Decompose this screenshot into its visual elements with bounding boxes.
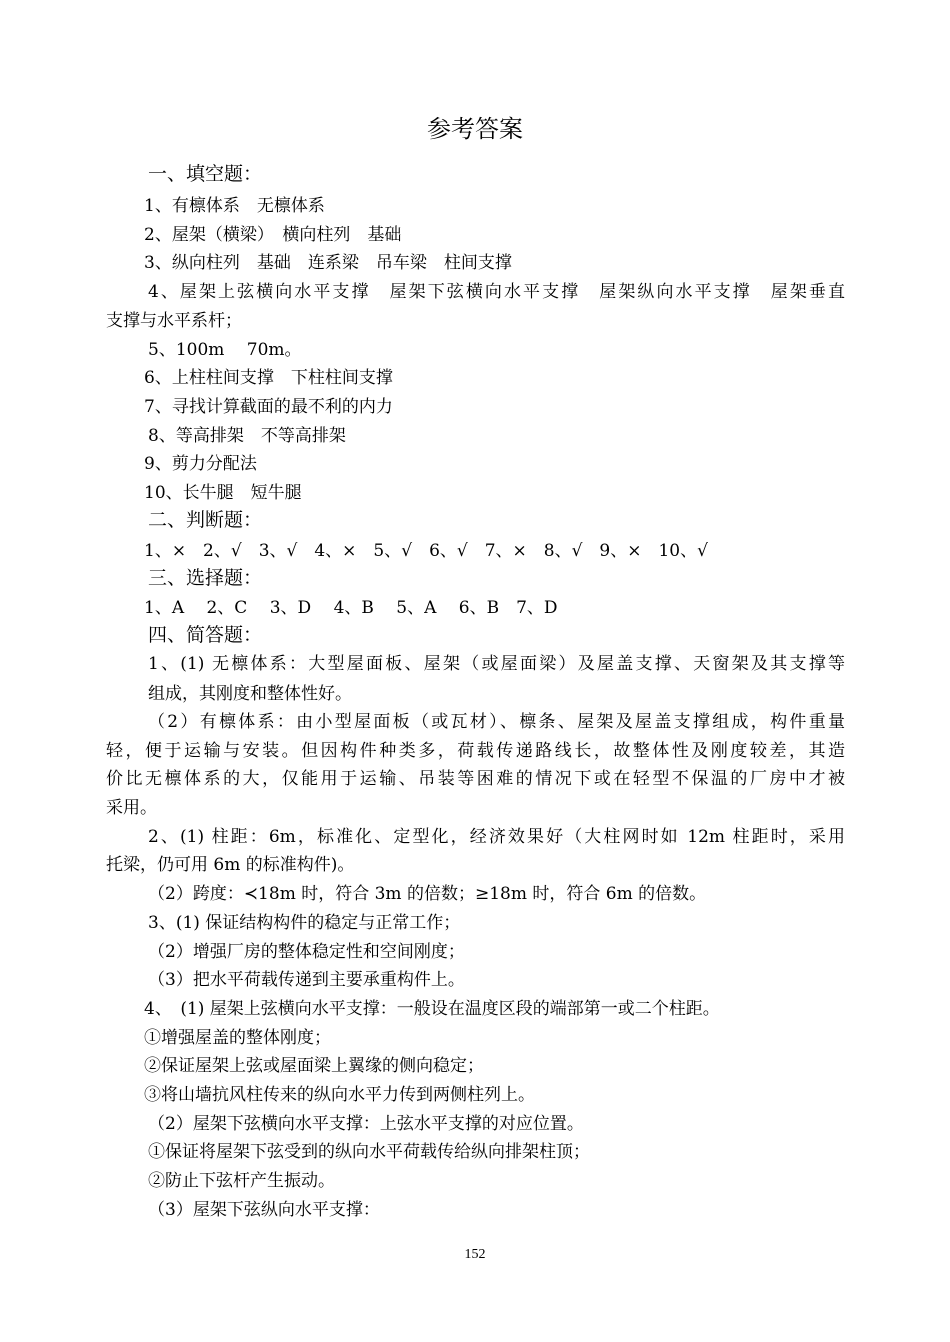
answer-line: 5、100m 70m。 <box>148 340 302 360</box>
section-heading-choice: 三、选择题： <box>148 567 263 589</box>
answer-line: ①保证将屋架下弦受到的纵向水平荷载传给纵向排架柱顶； <box>148 1142 590 1162</box>
answer-line: （2）屋架下弦横向水平支撑：上弦水平支撑的对应位置。 <box>148 1114 584 1134</box>
answer-line: ①增强屋盖的整体刚度； <box>144 1028 331 1048</box>
answer-line: （2）跨度：≺18m 时，符合 3m 的倍数；≥18m 时，符合 6m 的倍数。 <box>148 884 707 904</box>
answer-line: 3、纵向柱列 基础 连系梁 吊车梁 柱间支撑 <box>144 253 512 273</box>
answer-line: （3）把水平荷载传递到主要承重构件上。 <box>148 970 465 990</box>
answer-line: （2）增强厂房的整体稳定性和空间刚度； <box>148 942 465 962</box>
answer-line: 托梁，仍可用 6m 的标准构件)。 <box>106 855 355 875</box>
page-number: 152 <box>464 1247 486 1262</box>
answer-line: （3）屋架下弦纵向水平支撑： <box>148 1200 380 1220</box>
answer-line: 轻，便于运输与安装。但因构件种类多，荷载传递路线长，故整体性及刚度较差，其造 <box>106 741 845 761</box>
answer-line: 9、剪力分配法 <box>144 454 257 474</box>
answer-line: 支撑与水平系杆； <box>106 311 242 331</box>
answer-line: 2、(1) 柱距：6m，标准化、定型化，经济效果好（大柱网时如 12m 柱距时，采用 <box>148 827 845 847</box>
answer-line: 1、× 2、√ 3、√ 4、× 5、√ 6、√ 7、× 8、√ 9、× 10、√ <box>144 541 708 561</box>
answer-line: 10、长牛腿 短牛腿 <box>144 483 302 503</box>
answer-line: 组成，其刚度和整体性好。 <box>148 684 352 704</box>
answer-line: 价比无檩体系的大，仅能用于运输、吊装等困难的情况下或在轻型不保温的厂房中才被 <box>106 769 845 789</box>
section-heading-judge: 二、判断题： <box>148 509 263 531</box>
answer-line: ②防止下弦杆产生振动。 <box>148 1171 335 1191</box>
answer-line: 采用。 <box>106 798 157 818</box>
answer-line: 4、 (1) 屋架上弦横向水平支撑：一般设在温度区段的端部第一或二个柱距。 <box>144 999 720 1019</box>
section-heading-fill: 一、填空题： <box>148 163 263 185</box>
answer-line: 4、屋架上弦横向水平支撑 屋架下弦横向水平支撑 屋架纵向水平支撑 屋架垂直 <box>148 282 845 302</box>
answer-line: （2）有檩体系：由小型屋面板（或瓦材）、檩条、屋架及屋盖支撑组成，构件重量 <box>148 712 845 732</box>
answer-line: 1、(1) 无檩体系：大型屋面板、屋架（或屋面梁）及屋盖支撑、天窗架及其支撑等 <box>148 654 845 674</box>
page-title: 参考答案 <box>427 115 523 143</box>
answer-line: 7、寻找计算截面的最不利的内力 <box>144 397 393 417</box>
answer-line: 3、(1) 保证结构构件的稳定与正常工作； <box>148 913 461 933</box>
section-heading-short: 四、简答题： <box>148 624 263 646</box>
answer-line: 1、A 2、C 3、D 4、B 5、A 6、B 7、D <box>144 598 558 618</box>
answer-line: 6、上柱柱间支撑 下柱柱间支撑 <box>144 368 393 388</box>
answer-line: 1、有檩体系 无檩体系 <box>144 196 325 216</box>
answer-line: ②保证屋架上弦或屋面梁上翼缘的侧向稳定； <box>144 1056 484 1076</box>
answer-line: ③将山墙抗风柱传来的纵向水平力传到两侧柱列上。 <box>144 1085 535 1105</box>
answer-line: 2、屋架（横梁） 横向柱列 基础 <box>144 225 402 245</box>
answer-line: 8、等高排架 不等高排架 <box>148 426 346 446</box>
